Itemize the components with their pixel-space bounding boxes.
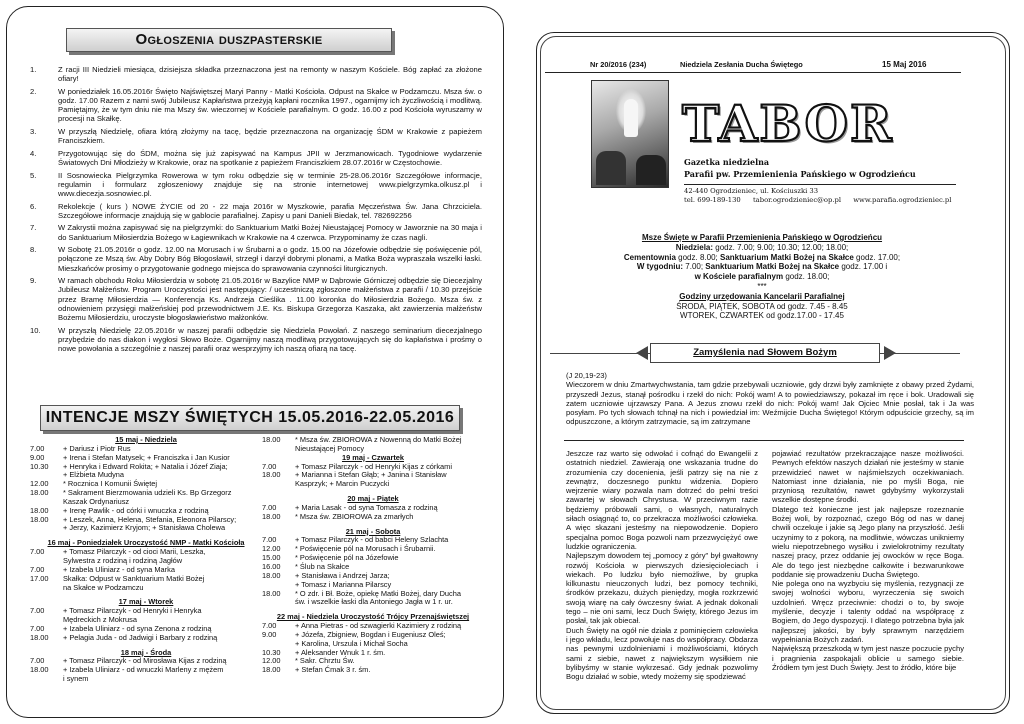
announcement-item [30,65,482,83]
intention-time: 18.00 [30,665,49,675]
intention-day-heading: 17 maj - Wtorek [118,597,174,607]
announcement-item [30,149,482,167]
reflection-arrow-left [636,346,648,360]
intention-time: 18.00 [262,470,281,480]
contact-web: www.parafia.ogrodzieniec.pl [853,196,952,204]
intention-time: 12.00 [262,544,281,554]
reflection-paragraph: Najlepszym dowodem tej „pomocy z góry" był gwałtowny rozwój Kościoła w pierwszych dziesięcioleciach i wiekach. Po ludzku było niemożliwe, by grupka kilkunastu nieuczonych ludzi, bez pomocy techniki, środków przekazu, dużych pieniędzy, mogła rozkrzewić swoją wiarę na cały ówczesny świat. A jednak dokonali tego – nie oni sami, lecz Duch Święty, którego Jezus im posłał, tak jak obiecał. [566,551,758,626]
intention-text: + Tomasz i Marianna Pilarscy [295,579,392,589]
masthead-subtitle: Gazetka niedzielna [684,157,770,167]
announcement-text: Przygotowując się do ŚDM, można się już zapisywać na Kampus JPII w Jerzmanowicach. Tygodniowe wydarzenie Światowych Dni Młodzieży w Krakowie, oraz na spotkanie z papieżem Franciszkiem 28.07.2016r w Częstochowie. [58,148,482,167]
intention-text: + Henryka i Edward Rokita; + Natalia i Józef Ziaja; [63,461,228,471]
intention-row [30,675,262,684]
intention-text: + Anna Pietras - od szwagierki Kazimiery z rodziną [295,621,462,631]
intention-text: * Poświęcenie pól na Józefowie [295,553,399,563]
intention-row [262,480,484,489]
intention-day-heading: 19 maj - Czwartek [341,452,405,462]
announcement-item [30,171,482,199]
intention-text: + Elżbieta Mudyna [63,470,125,480]
reflection-column-1 [566,449,758,681]
intention-text: Kaszak Ordynariusz [63,496,130,506]
announcement-number: 10. [30,325,41,335]
intention-text: + Stanisława i Andrzej Jarza; [295,570,390,580]
reflection-arrow-right [884,346,896,360]
intention-text: Nieustającej Pomocy [295,443,365,453]
announcement-text: W przyszłą Niedzielę, ofiara którą złożymy na tacę, będzie przeznaczona na organizację ŚDM w Krakowie z papieżem Franciszkiem. [58,127,482,146]
announcement-number: 9. [30,276,37,286]
intention-text: + Maria Lasak - od syna Tomasza z rodziną [295,502,438,512]
intention-text: + Józefa, Zbigniew, Bogdan i Eugeniusz Oleś; [295,629,446,639]
intention-day-heading: 20 maj - Piątek [347,494,399,504]
intention-time: 18.00 [30,514,49,524]
announcement-text: W poniedziałek 16.05.2016r Święto Najświętszej Maryi Panny - Matki Kościoła. Odpust na Skałce w Podzamczu. Msza św. o godz. 17.00 Razem z nami swój Jubileusz Kapłaństwa przeżyją kapłani rocznika 1997., ogarnijmy ich życzliwością i modlitwą. Pamiętajmy, że w tym dniu nie ma Mszy św. wieczornej w Kościele parafialnym. O godz. 16.00 z pod Kościoła wyruszamy w procesji na Skałkę. [58,86,482,124]
intention-text: + Tomasz Pilarczyk - od Henryki Kijas z córkami [295,461,452,471]
announcement-item [30,202,482,220]
contact-phone: tel. 699-189-130 [684,196,741,204]
intention-time: 18.00 [262,511,281,521]
intention-text: + Izabela Uliniarz - od syna Marka [63,564,175,574]
intention-time: 18.00 [262,588,281,598]
mass-schedule [582,233,942,321]
announcement-item [30,326,482,354]
intention-time: 18.00 [30,488,49,498]
intention-text: + Izabela Uliniarz - od syna Zenona z rodziną [63,623,212,633]
masthead-address: 42-440 Ogrodzieniec, ul. Kościuszki 33 [684,187,819,195]
issue-date: 15 Maj 2016 [882,60,927,69]
transfiguration-image [591,80,669,188]
intention-time: 12.00 [262,656,281,666]
announcements-title: Ogłoszenia duszpasterskie [66,28,392,52]
intention-time: 7.00 [30,606,45,616]
intention-time: 15.00 [262,553,281,563]
announcement-number: 2. [30,86,37,96]
intention-text: Mędreckich z Mokrusa [63,615,137,625]
mass-weekday-church: w Kościele parafialnym godz. 18.00; [694,272,830,282]
intention-time: 7.00 [30,443,45,453]
announcement-number: 8. [30,245,37,255]
intention-text: + Stefan Ćmak 3 r. śm. [295,665,371,675]
announcement-number: 7. [30,223,37,233]
announcement-number: 3. [30,127,37,136]
intention-time [30,584,63,593]
reflection-paragraph: Nie polega ono na wyzbyciu się myślenia, rezygnacji ze swojej wolności wyboru, wyrzeczenia się swoich uzdolnień. Wręcz przeciwnie: chodzi o to, by swoje myślenie, decyzje i talenty oddać na współpracę z Bogiem, do Jego dyspozycji. I dlatego potrzebna była jak najlepszej jakości, by były sprawnym narzędziem wypełniania Bożych zadań. [772,579,964,644]
announcement-item [30,245,482,273]
image-apostle-figure-right [636,155,666,185]
intention-day-heading: 21 maj - Sobota [345,526,401,536]
reflection-column-2 [772,449,964,672]
intention-time: 7.00 [262,502,277,512]
intention-time: 9.00 [30,452,45,462]
intention-text: św. i wszelkie łaski dla Antoniego Jagła w 1 r. ur. [295,597,453,607]
intention-text: + Karolina, Urszula i Michał Socha [295,638,408,648]
intention-time: 18.00 [30,505,49,515]
intention-row [262,666,484,675]
intention-time: 7.00 [30,547,45,557]
intention-time: 7.00 [262,535,277,545]
intention-time: 10.30 [30,461,49,471]
header-rule [545,72,961,73]
intention-text: + Jerzy, Kazimierz Kryjom; + Stanisława Cholewa [63,523,226,533]
intention-day-heading: 22 maj - Niedziela Uroczystość Trójcy Przenajświętszej [276,612,470,622]
intention-text: * Ślub na Skałce [295,561,350,571]
intention-text: + Marianna i Stefan Głąb; + Janina i Stanisław [295,470,447,480]
intention-text: + Tomasz Pilarczyk - od Henryki i Henryka [63,606,202,616]
intention-time: 7.00 [262,461,277,471]
announcement-item [30,87,482,124]
masthead-contact [684,196,961,204]
announcement-item [30,127,482,145]
intention-time: 7.00 [30,623,45,633]
reflection-paragraph: Największą przeszkodą w tym jest nasze poczucie pychy i pragnienia zaspokajali oblicie u samego siebie. Źródłem tym jest Duch Święty. Jest to źródło, które bije [772,644,964,672]
announcement-number: 4. [30,148,37,158]
intention-time [262,480,295,489]
gospel-passage [566,371,974,427]
announcement-text: II Sosnowiecka Pielgrzymka Rowerowa w tym roku odbędzie się w terminie 25-28.06.2016r Szczegółowe informacje, regulamin i formularz zgłoszeniowy znajduje się na stronie internetowej www.pielgrzymka.olkusz.pl i www.diecezja.sosnowiec.pl. [58,170,482,198]
announcement-text: W ramach obchodu Roku Miłosierdzia w sobotę 21.05.2016r w Bazylice NMP w Dąbrowie Górniczej odbędzie się Diecezjalny Jubileusz Małżeństw. Program Uroczystości jest następujący: / uczestniczą zgłoszone małżeństwa z parafii / 10.30 przejście przez Bramę Miłosierdzia — Konferencja Ks. Andrzeja Cieślika . 11.00 koronka do Miłosierdzia Bożego. Msza św. z odnowieniem przysięgi małżeńskiej pod przewodnictwem J.E. Ks. Biskupa Grzegorza Kaszaka, akt zawierzenia małżeństw Bożemu Miłosierdziu, uroczyste błogosławieństwo małżonków. [58,276,482,322]
intention-text: * O zdr. i Bł. Boże, opiekę Matki Bożej, dary Ducha [295,588,461,598]
image-apostle-figure-left [596,151,626,185]
intention-text: + Irenę Pawlik - od córki i wnuczka z rodziną [63,505,209,515]
intention-time: 18.00 [262,665,281,675]
reflection-paragraph: Jeszcze raz warto się odwołać i cofnąć do Ewangelii z ostatnich niedziel. Zawierają one wskazania trudne do zrozumienia czy docenienia, jeśli patrzy się na nie z zewnątrz, doczesnego punktu widzenia. Dopiero wejrzenie wiary pozwala nam dotrzeć do pełni treści zawartej w słowach Chrystusa. W przeciwnym razie będziemy próbowali sami, o własnych, naturalnych siłach osiągnąć to, co przekracza możliwości człowieka. A więc skazani jesteśmy na niepowodzenie. Dopiero specjalna pomoc Boga pozwoli nam przezwyciężyć owe ludzkie ograniczenia. [566,449,758,551]
intention-day-heading: 15 maj - Niedziela [115,435,177,444]
intention-time: 7.00 [30,656,45,666]
mass-weekday: W tygodniu: 7.00; Sanktuarium Matki Bożej na Skałce godz. 17.00 i [636,262,888,272]
office-hours-title: Godziny urzędowania Kancelarii Parafialnej [679,291,845,301]
intention-day-heading: 18 maj - Środa [120,647,172,657]
intention-text: + Irena i Stefan Matysek; + Franciszka i Jan Kusior [63,452,230,462]
masthead-rule [684,184,956,185]
intention-time: 12.00 [30,479,49,489]
reflection-title: Zamyślenia nad Słowem Bożym [650,343,880,363]
intention-time: 17.00 [30,573,49,583]
intention-text: i synem [63,674,89,684]
intention-time [30,524,63,533]
intention-row [262,598,484,607]
intention-time: 18.00 [30,632,49,642]
intention-time: 9.00 [262,629,277,639]
reflection-paragraph: Dlatego też konieczne jest jak najlepsze rozeznanie Bożej woli, by rozpoznać, czego Bóg od nas w danej chwili oczekuje i jakie są Jego plany na przyszłość. Jeśli uczynimy to z pokorą, na modlitwie, wówczas unikniemy wielu niepotrzebnego wysiłku i zwielokrotnimy rezultaty naszej pracy, przez oddanie jej owocków w ręce Boga. Ale do tego jest niezbędne całkowite i bezwarunkowe poddanie się prowadzeniu Ducha Świętego. [772,504,964,579]
mass-schedule-title: Msze Święte w Parafii Przemienienia Pańskiego w Ogrodzieńcu [641,233,883,242]
announcement-number: 6. [30,201,37,211]
intention-row [30,524,262,533]
intention-row [30,634,262,643]
announcement-item [30,223,482,241]
intentions-column-2 [262,436,484,675]
intention-text: + Dariusz i Piotr Rus [63,443,131,453]
issue-occasion: Niedziela Zesłania Ducha Świętego [680,60,803,69]
intention-time [262,445,295,454]
mass-sunday: Niedziela: godz. 7.00; 9.00; 10.30; 12.00; 18.00; [675,242,849,252]
intention-time: 18.00 [262,435,281,444]
masthead-parish: Parafii pw. Przemienienia Pańskiego w Ogrodzieńcu [684,169,916,179]
intention-row [30,584,262,593]
intention-text: + Leszek, Anna, Helena, Stefania, Eleonora Pilarscy; [63,514,237,524]
intention-row [262,513,484,522]
intention-time [30,675,63,684]
intention-time [262,598,295,607]
intention-text: * Poświęcenie pól na Morusach i Śrubarnii. [295,544,436,554]
announcements-list [30,65,482,357]
intention-text: * Rocznica I Komunii Świętej [63,479,158,489]
intention-text: + Tomasz Pilarczyk - od Mirosława Kijas z rodziną [63,656,227,666]
intention-day-heading: 16 maj - Poniedziałek Uroczystość NMP - Matki Kościoła [47,538,245,548]
gospel-reference: (J 20,19-23) [566,371,607,380]
issue-number: Nr 20/2016 (234) [590,60,647,69]
intention-text: * Msza św. ZBIOROWA z Nowenną do Matki Bożej [295,435,462,444]
intention-text: + Izabela Uliniarz - od wnuczki Marleny z mężem [63,665,224,675]
intentions-column-1 [30,436,262,684]
image-christ-figure [624,99,638,137]
intention-text: * Sakrament Bierzmowania udzieli Ks. Bp Grzegorz [63,488,232,498]
intention-text: + Tomasz Pilarczyk - od cioci Marii, Leszka, [63,547,206,557]
intention-time: 16.00 [262,561,281,571]
office-hours-line-1: ŚRODA, PIĄTEK, SOBOTA od godz. 7.45 - 8.45 [676,301,848,311]
intention-text: Skałka: Odpust w Sanktuarium Matki Bożej [63,573,205,583]
intention-time: 18.00 [262,570,281,580]
announcement-text: W Sobotę 21.05.2016r o godz. 12.00 na Morusach i w Śrubarni a o godz. 15.00 na Józefowie odbędzie się poświęcenie pól, połączone ze Mszą św. Aby Dobry Bóg Błogosławił, strzegł i darzył dobrymi plonami, a Matka Boża wypraszała wszelki łaski. Mieszkańców prosimy o przygotowanie godnego miejsca do sprawowania czynności liturgicznych. [58,245,482,273]
announcement-item [30,276,482,322]
intention-time: 7.00 [262,621,277,631]
office-hours-line-2: WTOREK, CZWARTEK od godz.17.00 - 17.45 [680,311,844,321]
masthead-title: TABOR [682,94,894,153]
intention-text: na Skałce w Podzamczu [63,582,144,592]
announcement-number: 1. [30,65,37,74]
reflection-paragraph: Duch Święty na ogół nie działa z pominięciem człowieka i jego wkładu, lecz powołuje nas do współpracy. Obdarza nas pewnymi uzdolnieniami i możliwościami, których sami z siebie, nawet z największym wysiłkiem nie bylibyśmy w stanie wykrzesać. Gdy jednak pozwolimy Bogu działać w sobie, wtedy możemy się spodziewać [566,625,758,682]
intention-text: Kasprzyk; + Marcin Puczycki [295,479,390,489]
intention-text: Sylwestra z rodziną i rodziną Jagłów [63,555,183,565]
intention-text: * Msza św. ZBIOROWA za zmarłych [295,511,414,521]
announcement-text: Z racji III Niedzieli miesiąca, dzisiejsza składka przeznaczona jest na remonty w naszym Kościele. Bóg zapłać za złożone ofiary! [58,65,482,84]
intention-text: * Sakr. Chrztu Św. [295,656,355,666]
contact-email: tabor.ogrodzieniec@op.pl [752,196,842,204]
intention-time: 10.30 [262,647,281,657]
intention-text: + Tomasz Pilarczyk - od babci Heleny Szlachta [295,535,449,545]
intention-time: 7.00 [30,564,45,574]
gospel-text: Wieczorem w dniu Zmartwychwstania, tam gdzie przebywali uczniowie, gdy drzwi były zamknięte z obawy przed Żydami, przyszedł Jezus, stanął pośrodku i rzekł do nich: Pokój wam! A to powiedziawszy, pokazał im ręce i bok. Uradowali się zatem uczniowie ujrzawszy Pana. A Jezus znowu rzekł do nich: Pokój wam! Jak Ojciec Mnie posłał, tak i Ja was posyłam. Po tych słowach tchnął na nich i powiedział im: Weźmijcie Ducha Świętego! Którym odpuścicie grzechy, są im odpuszczone, a którym zatrzymacie, są im zatrzymane [566,380,974,427]
announcement-number: 5. [30,170,37,180]
gospel-divider [564,440,964,441]
mass-stars: *** [757,281,767,291]
intention-text: + Pelagia Juda - od Jadwigi i Barbary z rodziną [63,632,218,642]
reflection-paragraph: pojawiać rezultatów przekraczające nasze możliwości. Pewnych efektów naszych działań nie jesteśmy w stanie przewidzieć nawet w najśmielszych oczekiwaniach. Natomiast inne działania, nie po myśli Boga, nie przyniosą rezultatów, nawet gdybyśmy wykorzystali wszelkie dostępne środki. [772,449,964,505]
announcement-text: W Zakrystii można zapisywać się na pielgrzymki: do Sanktuarium Matki Bożej Nieustającej Pomocy w Jaworznie na 30 maja i do Sanktuarium Miłosierdzia Bożego w Łagiewnikach w Krakowie na 4 czerwca. Przypominamy że czas nagli. [58,223,482,242]
intentions-title: INTENCJE MSZY ŚWIĘTYCH 15.05.2016-22.05.2016 [40,405,460,431]
announcement-text: W przyszłą Niedzielę 22.05.2016r w naszej parafii odbędzie się Niedziela Powołań. Z naszego seminarium diecezjalnego przybędzie do nas diakon i wygłosi Słowo Boże. Ogarnijmy naszą modlitwą przygotowujących się do kapłaństwa i prośmy o nowe powołania a szczególnie z naszej parafii oraz wesprzyjmy ich naszą ofiarą na tacę. [58,325,482,353]
announcement-text: Rekolekcje ( kurs ) NOWE ŻYCIE od 20 - 22 maja 2016r w Myszkowie, parafia Męczeństwa Św. Jana Chrzciciela. Szczegółowe informacje znajdują się w gablocie parafialnej. Zapisy u pani Danieli Biedak, tel. 782692256 [58,201,482,220]
mass-cementownia: Cementownia godz. 8.00; Sanktuarium Matki Bożej na Skałce godz. 17.00; [623,252,901,262]
intention-text: + Aleksander Wnuk 1 r. śm. [295,647,386,657]
